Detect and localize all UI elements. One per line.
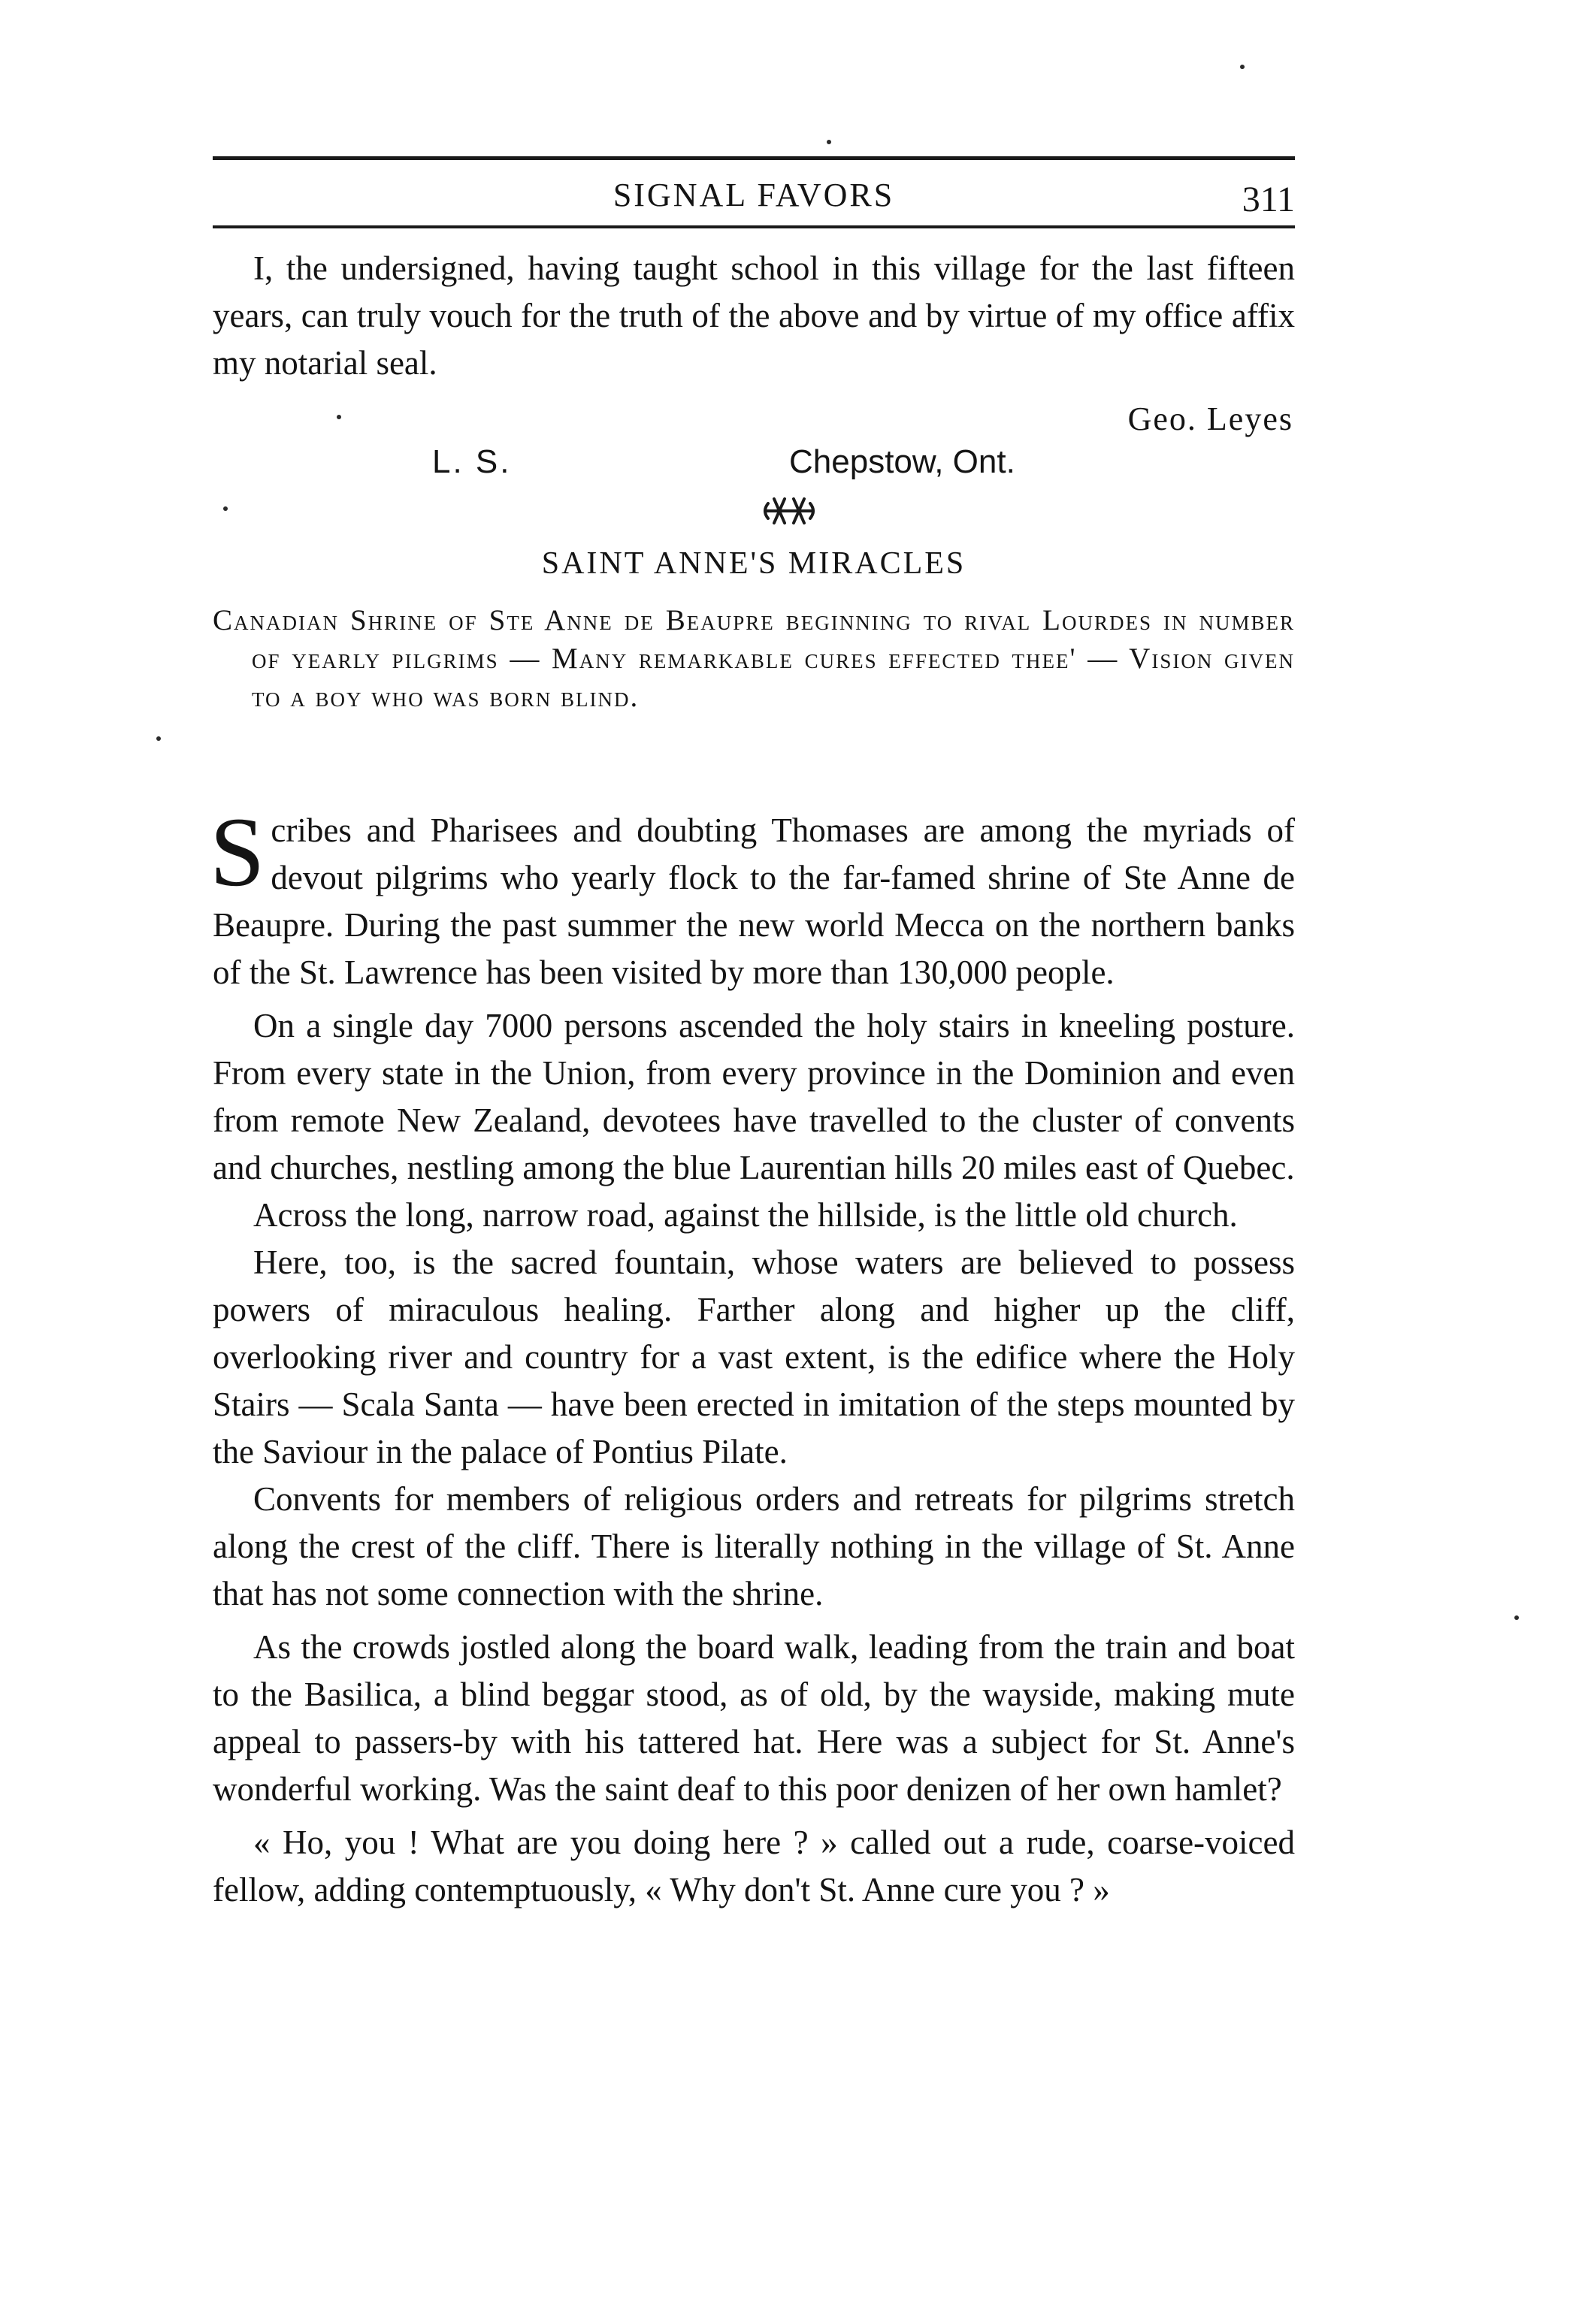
scan-speck bbox=[827, 140, 831, 144]
scan-speck bbox=[1514, 1615, 1519, 1620]
notary-statement: I, the undersigned, having taught school in this village for the last fifteen years, can truly vouch for the truth of the above and by virtue of my office affix my notarial seal. bbox=[213, 249, 1295, 382]
article-title: SAINT ANNE'S MIRACLES bbox=[541, 546, 966, 581]
scan-speck bbox=[1240, 65, 1245, 69]
page-number: 311 bbox=[1242, 180, 1295, 219]
fleuron-ornament-icon bbox=[752, 490, 827, 532]
paragraph-2: On a single day 7000 persons ascended the holy stairs in kneeling posture. From every state in the Union, from every province in the Dominion and even from remote New Zealand, devotees have travelled to the cluster of convents and churches, nestling among the blue Laurentian hills 20 miles east of Quebec. bbox=[213, 1007, 1295, 1186]
scan-speck bbox=[156, 736, 161, 741]
paragraph-1 bbox=[210, 796, 1295, 996]
article-subheading: Canadian Shrine of Ste Anne de Beaupre beginning to rival Lourdes in number of yearly pilgrims — Many remarkable cures effected thee' — Vision given to a boy who was born blind. bbox=[213, 604, 1295, 713]
signature-place: Chepstow, Ont. bbox=[789, 443, 1015, 480]
header-rule-bottom bbox=[213, 225, 1295, 228]
paragraph-1-text: cribes and Pharisees and doubting Thomases are among the myriads of devout pilgrims who yearly flock to the far-famed shrine of Ste Anne de Beaupre. During the past summer the new world Mecca on the northern banks of the St. Lawrence has been visited by more than 130,000 people. bbox=[213, 811, 1295, 991]
header-rule-top bbox=[213, 156, 1295, 160]
paragraph-3: Across the long, narrow road, against the hillside, is the little old church. bbox=[253, 1196, 1238, 1234]
scan-speck bbox=[223, 506, 228, 511]
running-title: SIGNAL FAVORS bbox=[613, 177, 895, 213]
paragraph-4: Here, too, is the sacred fountain, whose waters are believed to possess powers of miraculous healing. Farther along and higher up the cliff, overlooking river and country for a vast extent, is the edifice where the Holy Stairs — Scala Santa — have been erected in imitation of the steps mounted by the Saviour in the palace of Pontius Pilate. bbox=[213, 1244, 1295, 1470]
seal-mark: L. S. bbox=[432, 443, 512, 480]
paragraph-7: « Ho, you ! What are you doing here ? » called out a rude, coarse-voiced fellow, adding contemptuously, « Why don't St. Anne cure you ? » bbox=[213, 1824, 1295, 1908]
paragraph-5: Convents for members of religious orders and retreats for pilgrims stretch along the crest of the cliff. There is literally nothing in the village of St. Anne that has not some connection with the shrine. bbox=[213, 1480, 1295, 1612]
notary-signature: Geo. Leyes bbox=[1127, 400, 1293, 437]
scan-speck bbox=[337, 415, 341, 419]
notary-statement-block bbox=[213, 245, 1295, 387]
running-header bbox=[213, 167, 1295, 219]
paragraph-6: As the crowds jostled along the board walk, leading from the train and boat to the Basilica, a blind beggar stood, as of old, by the wayside, making mute appeal to passers-by with his tattered hat. Here was a subject for St. Anne's wonderful working. Was the saint deaf to this poor denizen of her own hamlet? bbox=[213, 1628, 1295, 1808]
drop-cap: S bbox=[210, 796, 265, 907]
article-body bbox=[210, 796, 1295, 1914]
